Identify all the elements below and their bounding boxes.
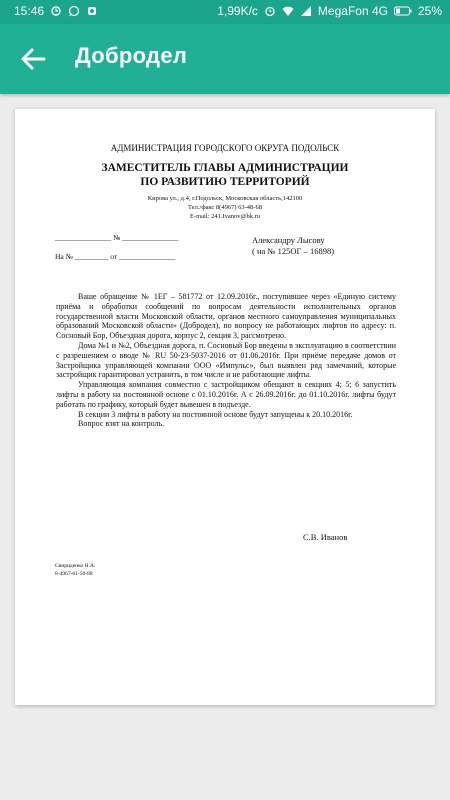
executor-name: Свириденко Н.А. — [55, 563, 96, 569]
alarm-clock-icon — [264, 5, 276, 17]
doc-reference-line: На № _________ от _______________ — [55, 252, 176, 261]
doc-header-organization: АДМИНИСТРАЦИЯ ГОРОДСКОГО ОКРУГА ПОДОЛЬСК — [110, 143, 340, 153]
doc-body — [56, 292, 396, 429]
battery-icon — [394, 5, 412, 17]
doc-signature: С.В. Иванов — [303, 532, 348, 542]
doc-paragraph: Вопрос взят на контроль. — [78, 419, 165, 429]
addressee-reference: ( на № 125ОГ – 16898) — [252, 246, 335, 256]
status-bar — [0, 0, 450, 24]
doc-phone: Тел./факс 8(4967) 63-48-68 — [188, 204, 262, 211]
doc-header-line2: ЗАМЕСТИТЕЛЬ ГЛАВЫ АДМИНИСТРАЦИИ — [101, 162, 349, 174]
executor-phone: 8-4967-61-50-88 — [55, 571, 93, 577]
doc-paragraph: Управляющая компания совместно с застройщиком обещают в секциях 4; 5; 6 запустить лифты в работу на постоянной основе с 01.10.2016г. А с 26.09.2016г. до 01.10.2016г. лифты будут работать по графику, который будет вывешен в подъезде. — [56, 380, 396, 409]
doc-contacts — [15, 194, 435, 221]
doc-paragraph: В секции 3 лифты в работу на постоянной основе будут запущены к 20.10.2016г. — [78, 409, 353, 419]
doc-header-position — [15, 161, 435, 189]
signal-icon — [300, 5, 312, 17]
addressee-name: Александру Лысову — [252, 235, 325, 245]
carrier-label: MegaFon 4G — [317, 4, 388, 18]
whatsapp-icon — [68, 5, 80, 17]
battery-percent: 25% — [417, 4, 442, 18]
wifi-icon — [282, 5, 294, 17]
doc-paragraph: Ваше обращение № 1ЕГ – 581772 от 12.09.2016г., поступившее через «Единую систему приёма и обработки сообщений по вопросам деятельности исполнительных органов государственной власти Московской области, органов местного самоуправления муниципальных образований Московской области» (Добродел), по вопросу не работающих лифтов по адресу: п. Сосновый Бор, Объездная дорога, корпус 2, секция 3, рассмотрено. — [56, 292, 396, 341]
doc-address: Кирова ул., д.4, г.Подольск, Московская область,142100 — [147, 195, 303, 202]
document-page — [15, 109, 435, 705]
arrow-left-icon[interactable] — [18, 44, 48, 74]
network-speed: 1,99K/c — [217, 4, 258, 18]
doc-executor — [55, 562, 95, 578]
doc-registration-line: _______________ № _______________ — [55, 233, 179, 242]
app-bar — [0, 24, 450, 94]
page-title: Добродел — [75, 43, 188, 68]
notification-icon — [86, 5, 98, 17]
status-time: 15:46 — [14, 4, 45, 18]
alarm-icon — [50, 5, 62, 17]
doc-email: E-mail: 241.Ivanov@bk.ru — [189, 213, 261, 220]
doc-paragraph: Дома №1 и №2, Объездная дорога, п. Сосновый Бор введены в эксплуатацию в соответствии с разрешением о вводе № RU 50-23-5037-2016 от 01.06.2016г. При приёме передаче домов от Застройщика управляющей компании ООО «Импульс», был выявлен ряд замечаний, которые застройщик гарантировал устранить, в том числе и не работающие лифты. — [56, 340, 396, 380]
doc-header-line3: ПО РАЗВИТИЮ ТЕРРИТОРИЙ — [140, 176, 310, 188]
doc-addressee — [252, 235, 334, 257]
